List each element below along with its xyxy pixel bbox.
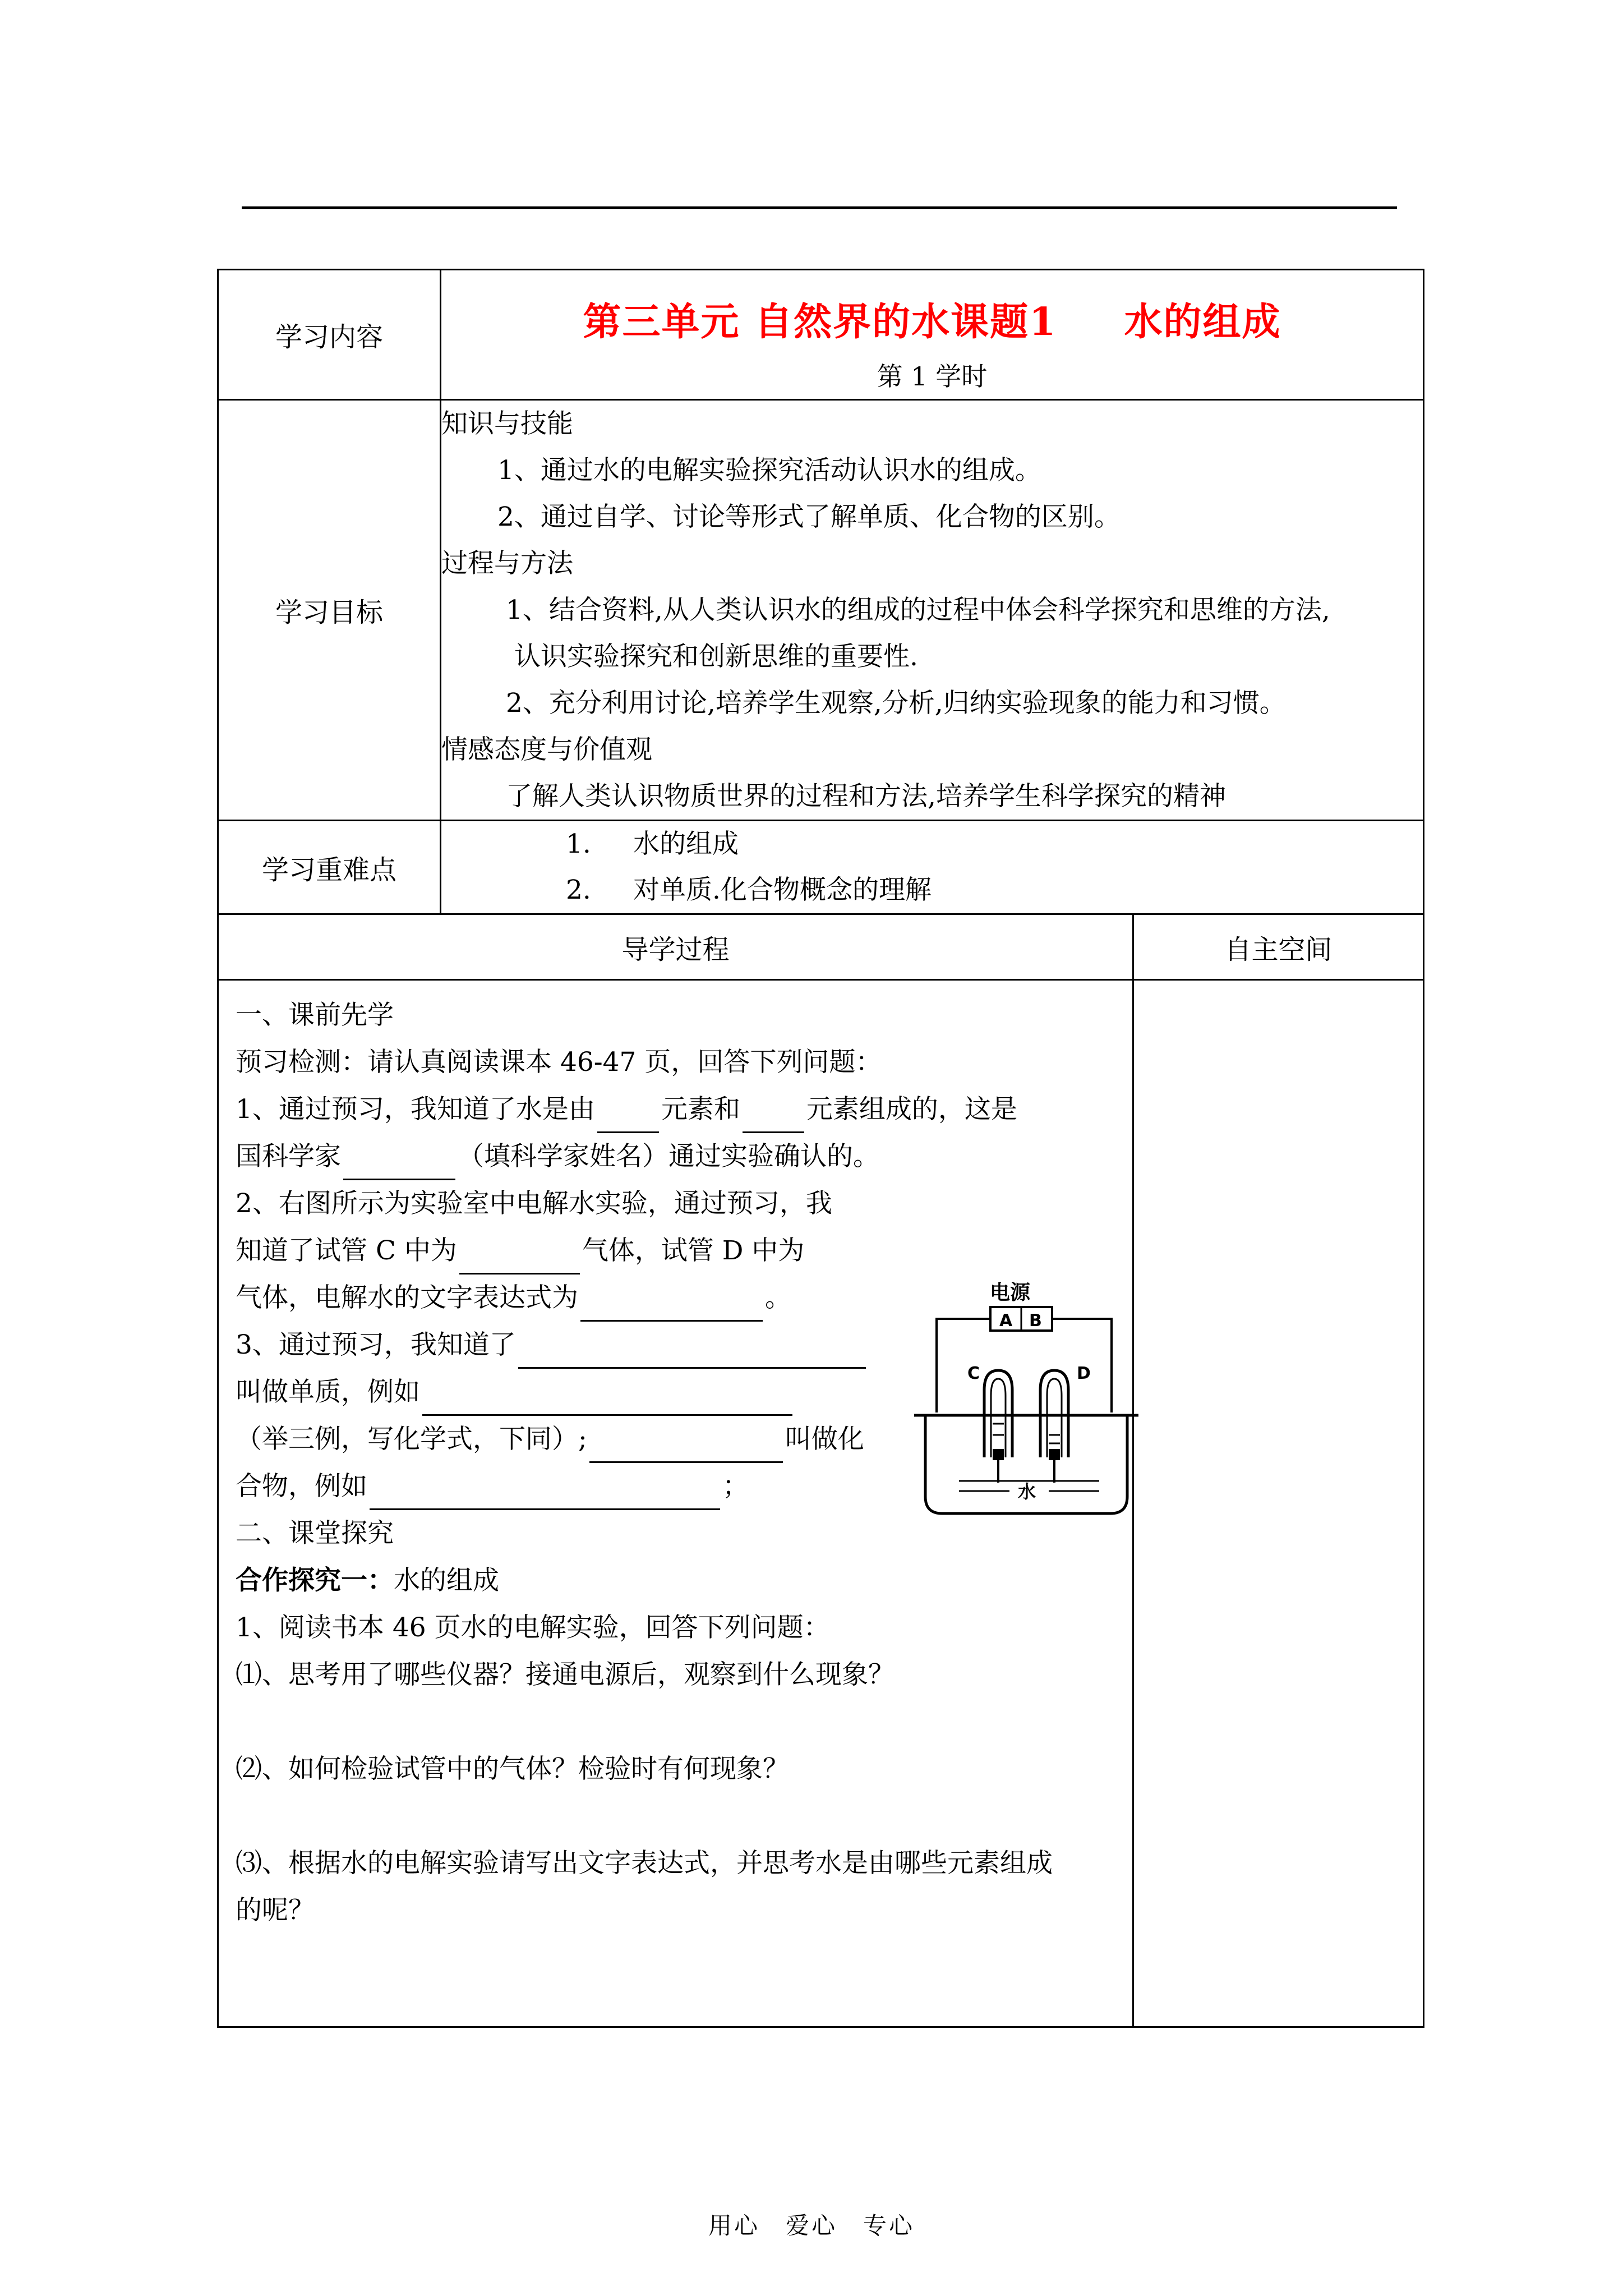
page-subtitle: 第 1 学时 [877, 361, 988, 392]
sub-question-3-line-1: ⑶、根据水的电解实验请写出文字表达式，并思考水是由哪些元素组成 [236, 1848, 1053, 1879]
goal-p1a: 1、结合资料,从人类认识水的组成的过程中体会科学探究和思维的方法, [506, 595, 1330, 625]
answer-blank[interactable] [743, 1103, 804, 1133]
row-difficulty [218, 821, 1424, 914]
figure-label-power: 电源 [990, 1281, 1031, 1304]
electrode-d [1049, 1449, 1060, 1460]
figure-label-b: B [1029, 1311, 1042, 1331]
title-main: 第三单元 自然界的水课题1 [583, 300, 1057, 344]
sub-question-3-line-2: 的呢？ [236, 1895, 315, 1926]
answer-blank[interactable] [343, 1151, 455, 1180]
label-difficulty: 学习重难点 [218, 821, 441, 914]
section-2-heading: 二、课堂探究 [236, 1518, 394, 1549]
section-1-heading: 一、课前先学 [236, 1000, 394, 1030]
sub-question-2: ⑵、如何检验试管中的气体？检验时有何现象？ [236, 1754, 789, 1784]
label-goals: 学习目标 [218, 400, 441, 821]
row-headers [218, 914, 1424, 980]
question-2-line-1: 2、右图所示为实验室中电解水实验，通过预习，我 [236, 1188, 832, 1219]
preview-instruction: 预习检测：请认真阅读课本 46-47 页，回答下列问题： [236, 1047, 882, 1078]
goals-cell [441, 400, 1424, 821]
question-1-line-2: 国科学家 （填科学家姓名）通过实验确认的。 [236, 1133, 1133, 1180]
question-3-line-2: 叫做单质，例如 [236, 1369, 1133, 1416]
process-cell [218, 980, 1133, 2027]
page-footer: 用心 爱心 专心 [708, 2212, 915, 2239]
sub-question-1: ⑴、思考用了哪些仪器？接通电源后，观察到什么现象？ [236, 1659, 895, 1690]
answer-blank[interactable] [370, 1480, 720, 1510]
electrolysis-apparatus-figure [914, 1272, 1138, 1519]
question-3-line-3: （举三例，写化学式，下同）; 叫做化 [236, 1416, 1133, 1463]
figure-label-a: A [999, 1311, 1013, 1331]
goal-heading-emotion: 情感态度与价值观 [441, 734, 652, 765]
answer-blank[interactable] [459, 1245, 580, 1274]
header-space: 自主空间 [1133, 914, 1424, 980]
goal-heading-knowledge: 知识与技能 [441, 408, 573, 439]
difficulty-item: 2. 对单质.化合物概念的理解 [566, 875, 932, 905]
goal-heading-process: 过程与方法 [441, 548, 573, 579]
goal-e1: 了解人类认识物质世界的过程和方法,培养学生科学探究的精神 [506, 781, 1226, 812]
question-2-line-2: 知道了试管 C 中为 气体，试管 D 中为 [236, 1227, 1133, 1274]
difficulty-cell [441, 821, 1424, 914]
answer-blank[interactable] [589, 1433, 783, 1463]
wire-left [937, 1319, 990, 1412]
difficulty-item: 1. 水的组成 [566, 829, 739, 859]
page-title [441, 292, 1423, 346]
title-cell [441, 270, 1424, 400]
header-process: 导学过程 [218, 914, 1133, 980]
lesson-plan-table [217, 269, 1424, 2028]
row-goals [218, 400, 1424, 821]
question-3-line-1: 3、通过预习，我知道了 [236, 1322, 1133, 1369]
answer-blank[interactable] [422, 1386, 792, 1416]
answer-blank[interactable] [597, 1103, 659, 1133]
goal-p1b: 认识实验探究和创新思维的重要性. [514, 641, 918, 672]
reading-instruction: 1、阅读书本 46 页水的电解实验，回答下列问题： [236, 1612, 830, 1643]
goal-k1: 1、通过水的电解实验探究活动认识水的组成。 [497, 455, 1041, 486]
answer-blank[interactable] [580, 1292, 763, 1322]
header-rule [242, 206, 1397, 209]
question-2-line-3: 气体，电解水的文字表达式为 。 [236, 1274, 1133, 1322]
goal-k2: 2、通过自学、讨论等形式了解单质、化合物的区别。 [497, 501, 1121, 532]
row-content [218, 270, 1424, 400]
figure-label-d: D [1077, 1364, 1091, 1383]
cooperation-heading: 合作探究一：水的组成 [236, 1565, 499, 1596]
answer-blank[interactable] [518, 1339, 866, 1369]
title-tail: 水的组成 [1124, 300, 1281, 344]
label-content: 学习内容 [218, 270, 441, 400]
goal-p2: 2、充分利用讨论,培养学生观察,分析,归纳实验现象的能力和习惯。 [506, 688, 1286, 719]
figure-label-c: C [967, 1364, 980, 1383]
question-1-line-1: 1、通过预习，我知道了水是由 元素和 元素组成的，这是 [236, 1086, 1133, 1133]
figure-label-water: 水 [1018, 1481, 1036, 1502]
question-3-line-4: 合物，例如 ； [236, 1463, 1133, 1510]
row-main [218, 980, 1424, 2027]
electrode-c [993, 1449, 1004, 1460]
self-study-space[interactable] [1133, 980, 1424, 2027]
